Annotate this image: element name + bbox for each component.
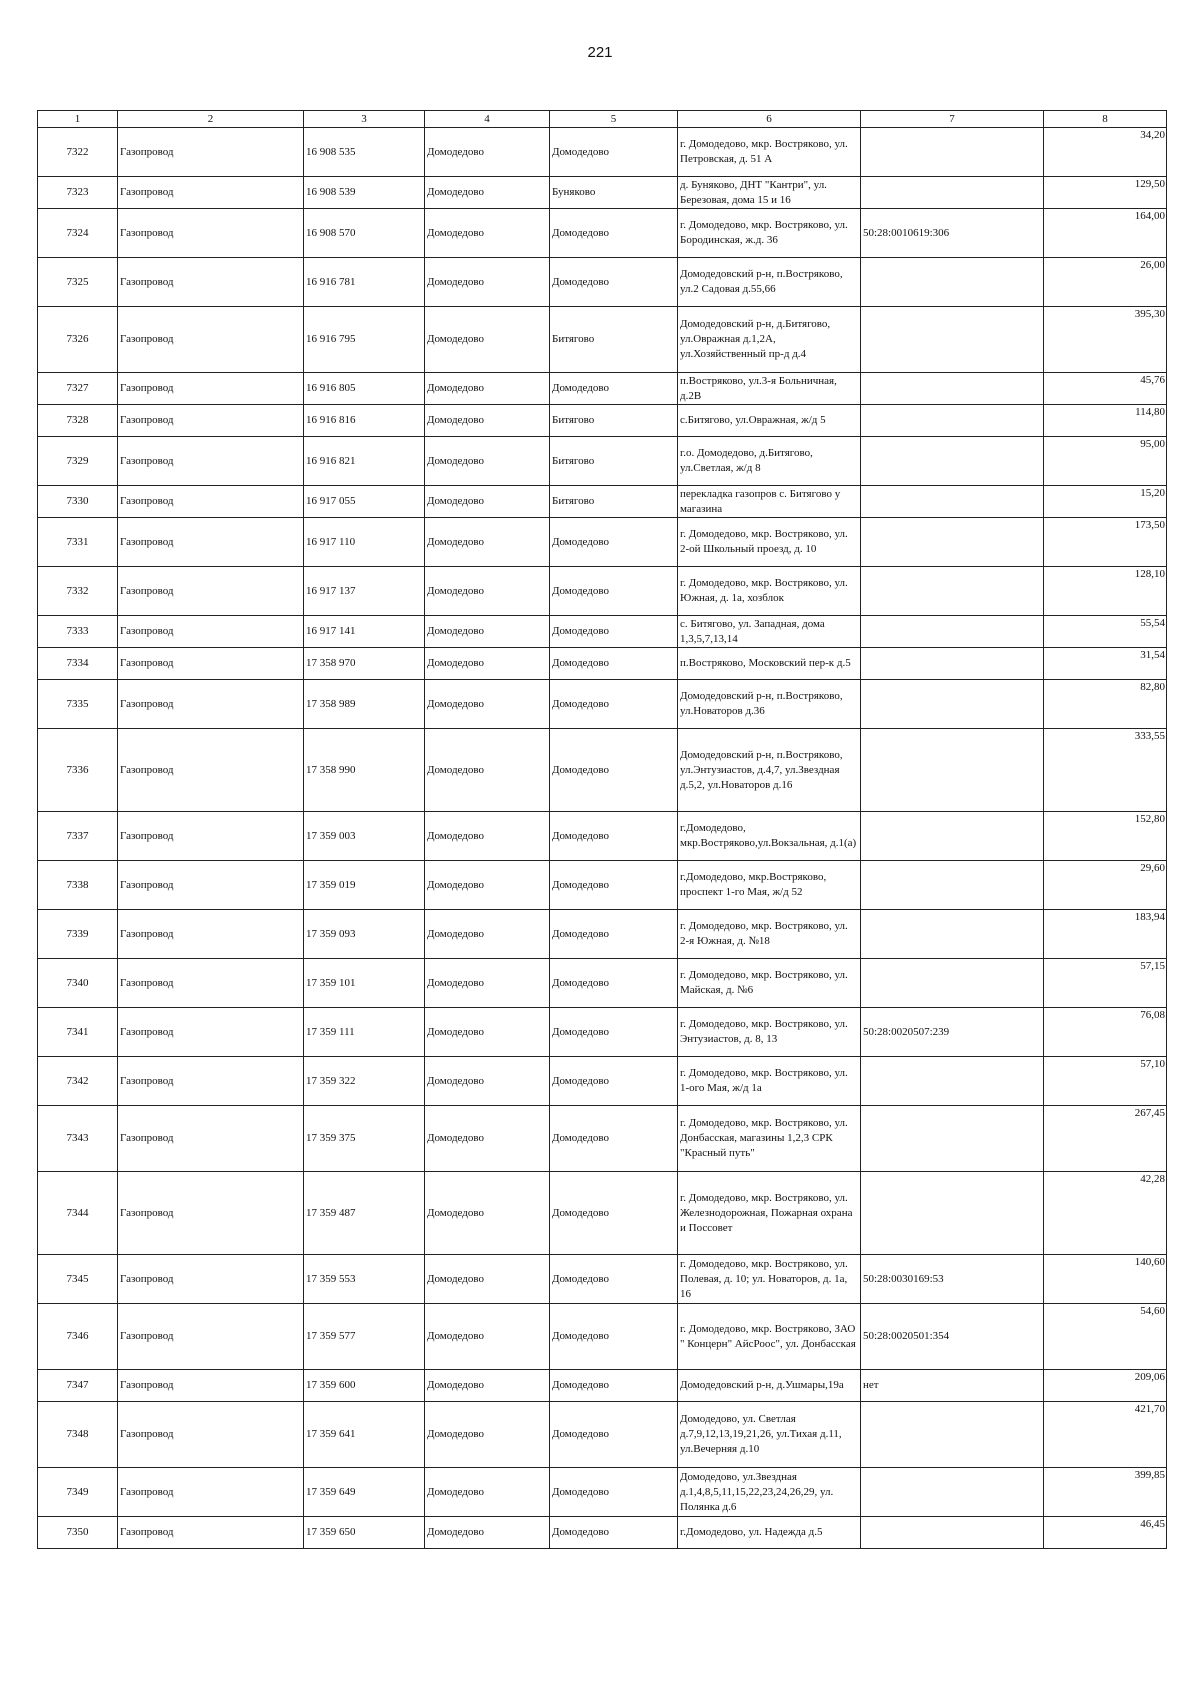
- address: г. Домодедово, мкр. Востряково, ул. Энтузиастов, д. 8, 13: [678, 1008, 861, 1057]
- object-code: 17 359 111: [304, 1008, 425, 1057]
- object-code: 17 359 577: [304, 1304, 425, 1370]
- address: Домодедовский р-н, п.Востряково, ул.2 Садовая д.55,66: [678, 258, 861, 307]
- cadastral-number: 50:28:0030169:53: [861, 1255, 1044, 1304]
- address: п.Востряково, ул.3-я Больничная, д.2В: [678, 373, 861, 405]
- table-row: [38, 1008, 1167, 1057]
- cadastral-number: [861, 405, 1044, 437]
- length-value: 209,06: [1044, 1370, 1167, 1402]
- cadastral-number: [861, 1402, 1044, 1468]
- cadastral-number: [861, 128, 1044, 177]
- cadastral-number: нет: [861, 1370, 1044, 1402]
- length-value: 76,08: [1044, 1008, 1167, 1057]
- district: Домодедово: [425, 1468, 550, 1517]
- object-code: 16 908 535: [304, 128, 425, 177]
- locality: Битягово: [550, 486, 678, 518]
- cadastral-number: [861, 177, 1044, 209]
- locality: Домодедово: [550, 910, 678, 959]
- locality: Домодедово: [550, 258, 678, 307]
- table-row: [38, 307, 1167, 373]
- object-name: Газопровод: [118, 1402, 304, 1468]
- object-code: 17 359 375: [304, 1106, 425, 1172]
- length-value: 114,80: [1044, 405, 1167, 437]
- length-value: 46,45: [1044, 1517, 1167, 1549]
- table-row: [38, 812, 1167, 861]
- row-number: 7343: [38, 1106, 118, 1172]
- locality: Домодедово: [550, 616, 678, 648]
- length-value: 82,80: [1044, 680, 1167, 729]
- address: г. Домодедово, мкр. Востряково, ул. 1-ого Мая, ж/д 1а: [678, 1057, 861, 1106]
- district: Домодедово: [425, 518, 550, 567]
- row-number: 7335: [38, 680, 118, 729]
- district: Домодедово: [425, 1008, 550, 1057]
- object-name: Газопровод: [118, 258, 304, 307]
- address: г. Домодедово, мкр. Востряково, ЗАО " Концерн" АйсРоос", ул. Донбасская: [678, 1304, 861, 1370]
- table-row: [38, 1517, 1167, 1549]
- locality: Домодедово: [550, 567, 678, 616]
- object-name: Газопровод: [118, 1304, 304, 1370]
- table-row: [38, 1172, 1167, 1255]
- object-code: 16 916 795: [304, 307, 425, 373]
- row-number: 7338: [38, 861, 118, 910]
- object-code: 17 359 650: [304, 1517, 425, 1549]
- table-row: [38, 177, 1167, 209]
- cadastral-number: [861, 861, 1044, 910]
- cadastral-number: [861, 729, 1044, 812]
- locality: Домодедово: [550, 648, 678, 680]
- district: Домодедово: [425, 812, 550, 861]
- locality: Домодедово: [550, 812, 678, 861]
- row-number: 7342: [38, 1057, 118, 1106]
- locality: Домодедово: [550, 1008, 678, 1057]
- cadastral-number: [861, 812, 1044, 861]
- row-number: 7330: [38, 486, 118, 518]
- length-value: 152,80: [1044, 812, 1167, 861]
- object-code: 16 916 816: [304, 405, 425, 437]
- row-number: 7326: [38, 307, 118, 373]
- page-number: 221: [587, 44, 613, 61]
- object-name: Газопровод: [118, 959, 304, 1008]
- length-value: 183,94: [1044, 910, 1167, 959]
- object-code: 17 359 019: [304, 861, 425, 910]
- object-name: Газопровод: [118, 209, 304, 258]
- cadastral-number: [861, 258, 1044, 307]
- address: Домодедово, ул.Звездная д.1,4,8,5,11,15,22,23,24,26,29, ул. Полянка д.6: [678, 1468, 861, 1517]
- locality: Домодедово: [550, 1370, 678, 1402]
- address: Домодедовский р-н, д.Битягово, ул.Овражная д.1,2А, ул.Хозяйственный пр-д д.4: [678, 307, 861, 373]
- object-name: Газопровод: [118, 1255, 304, 1304]
- district: Домодедово: [425, 405, 550, 437]
- address: г. Домодедово, мкр. Востряково, ул. Южная, д. 1а, хозблок: [678, 567, 861, 616]
- district: Домодедово: [425, 648, 550, 680]
- object-code: 17 358 970: [304, 648, 425, 680]
- table-row: [38, 258, 1167, 307]
- object-name: Газопровод: [118, 1172, 304, 1255]
- cadastral-number: [861, 959, 1044, 1008]
- object-name: Газопровод: [118, 518, 304, 567]
- object-name: Газопровод: [118, 616, 304, 648]
- address: г. Домодедово, мкр. Востряково, ул. Бородинская, ж.д. 36: [678, 209, 861, 258]
- object-name: Газопровод: [118, 648, 304, 680]
- length-value: 45,76: [1044, 373, 1167, 405]
- cadastral-number: [861, 518, 1044, 567]
- address: с. Битягово, ул. Западная, дома 1,3,5,7,13,14: [678, 616, 861, 648]
- length-value: 57,15: [1044, 959, 1167, 1008]
- table-row: [38, 518, 1167, 567]
- table-body: [38, 111, 1167, 1549]
- locality: Домодедово: [550, 128, 678, 177]
- object-code: 17 359 322: [304, 1057, 425, 1106]
- length-value: 395,30: [1044, 307, 1167, 373]
- cadastral-number: [861, 648, 1044, 680]
- object-code: 16 908 570: [304, 209, 425, 258]
- column-header: 4: [425, 111, 550, 128]
- table-row: [38, 910, 1167, 959]
- table-row: [38, 1057, 1167, 1106]
- object-name: Газопровод: [118, 729, 304, 812]
- district: Домодедово: [425, 1255, 550, 1304]
- length-value: 95,00: [1044, 437, 1167, 486]
- row-number: 7325: [38, 258, 118, 307]
- address: с.Битягово, ул.Овражная, ж/д 5: [678, 405, 861, 437]
- table-row: [38, 486, 1167, 518]
- object-code: 17 359 649: [304, 1468, 425, 1517]
- cadastral-number: [861, 307, 1044, 373]
- length-value: 26,00: [1044, 258, 1167, 307]
- district: Домодедово: [425, 177, 550, 209]
- length-value: 15,20: [1044, 486, 1167, 518]
- table-row: [38, 729, 1167, 812]
- locality: Домодедово: [550, 1517, 678, 1549]
- cadastral-number: [861, 616, 1044, 648]
- column-header: 7: [861, 111, 1044, 128]
- row-number: 7328: [38, 405, 118, 437]
- cadastral-number: 50:28:0020507:239: [861, 1008, 1044, 1057]
- address: г. Домодедово, мкр. Востряково, ул. 2-я Южная, д. №18: [678, 910, 861, 959]
- address: г.Домодедово, ул. Надежда д.5: [678, 1517, 861, 1549]
- district: Домодедово: [425, 729, 550, 812]
- table-row: [38, 1255, 1167, 1304]
- object-name: Газопровод: [118, 1106, 304, 1172]
- address: Домодедовский р-н, п.Востряково, ул.Энтузиастов, д.4,7, ул.Звездная д.5,2, ул.Новаторов д.16: [678, 729, 861, 812]
- object-code: 16 916 805: [304, 373, 425, 405]
- object-name: Газопровод: [118, 177, 304, 209]
- locality: Домодедово: [550, 959, 678, 1008]
- cadastral-number: [861, 1172, 1044, 1255]
- district: Домодедово: [425, 307, 550, 373]
- length-value: 29,60: [1044, 861, 1167, 910]
- column-header: 6: [678, 111, 861, 128]
- object-code: 16 916 781: [304, 258, 425, 307]
- locality: Домодедово: [550, 1304, 678, 1370]
- length-value: 173,50: [1044, 518, 1167, 567]
- table-row: [38, 567, 1167, 616]
- address: г.Домодедово, мкр.Востряково, проспект 1-го Мая, ж/д 52: [678, 861, 861, 910]
- object-name: Газопровод: [118, 1008, 304, 1057]
- object-name: Газопровод: [118, 128, 304, 177]
- length-value: 34,20: [1044, 128, 1167, 177]
- object-code: 16 917 137: [304, 567, 425, 616]
- object-name: Газопровод: [118, 861, 304, 910]
- district: Домодедово: [425, 1172, 550, 1255]
- table-row: [38, 405, 1167, 437]
- object-code: 17 359 003: [304, 812, 425, 861]
- object-code: 17 358 989: [304, 680, 425, 729]
- cadastral-number: [861, 680, 1044, 729]
- object-name: Газопровод: [118, 1370, 304, 1402]
- district: Домодедово: [425, 1370, 550, 1402]
- cadastral-number: [861, 437, 1044, 486]
- district: Домодедово: [425, 437, 550, 486]
- object-code: 16 917 055: [304, 486, 425, 518]
- district: Домодедово: [425, 486, 550, 518]
- table-row: [38, 861, 1167, 910]
- locality: Домодедово: [550, 1468, 678, 1517]
- locality: Домодедово: [550, 1172, 678, 1255]
- address: г.Домодедово, мкр.Востряково,ул.Вокзальная, д.1(а): [678, 812, 861, 861]
- district: Домодедово: [425, 616, 550, 648]
- length-value: 128,10: [1044, 567, 1167, 616]
- locality: Домодедово: [550, 518, 678, 567]
- row-number: 7345: [38, 1255, 118, 1304]
- district: Домодедово: [425, 680, 550, 729]
- address: п.Востряково, Московский пер-к д.5: [678, 648, 861, 680]
- cadastral-number: [861, 1517, 1044, 1549]
- locality: Домодедово: [550, 680, 678, 729]
- row-number: 7339: [38, 910, 118, 959]
- length-value: 129,50: [1044, 177, 1167, 209]
- locality: Домодедово: [550, 373, 678, 405]
- locality: Домодедово: [550, 861, 678, 910]
- row-number: 7337: [38, 812, 118, 861]
- table-row: [38, 680, 1167, 729]
- row-number: 7331: [38, 518, 118, 567]
- cadastral-number: [861, 567, 1044, 616]
- table-row: [38, 128, 1167, 177]
- object-code: 17 359 600: [304, 1370, 425, 1402]
- object-name: Газопровод: [118, 405, 304, 437]
- table-row: [38, 437, 1167, 486]
- district: Домодедово: [425, 1304, 550, 1370]
- object-code: 16 917 141: [304, 616, 425, 648]
- address: г.о. Домодедово, д.Битягово, ул.Светлая, ж/д 8: [678, 437, 861, 486]
- cadastral-number: [861, 1468, 1044, 1517]
- address: д. Буняково, ДНТ "Кантри", ул. Березовая, дома 15 и 16: [678, 177, 861, 209]
- table-row: [38, 1468, 1167, 1517]
- table-row: [38, 1402, 1167, 1468]
- locality: Домодедово: [550, 1255, 678, 1304]
- object-name: Газопровод: [118, 812, 304, 861]
- table-row: [38, 1370, 1167, 1402]
- length-value: 31,54: [1044, 648, 1167, 680]
- district: Домодедово: [425, 1402, 550, 1468]
- length-value: 57,10: [1044, 1057, 1167, 1106]
- object-code: 16 908 539: [304, 177, 425, 209]
- table-row: [38, 959, 1167, 1008]
- locality: Домодедово: [550, 1106, 678, 1172]
- row-number: 7329: [38, 437, 118, 486]
- district: Домодедово: [425, 373, 550, 405]
- object-name: Газопровод: [118, 567, 304, 616]
- table-row: [38, 616, 1167, 648]
- length-value: 42,28: [1044, 1172, 1167, 1255]
- locality: Домодедово: [550, 1402, 678, 1468]
- address: г. Домодедово, мкр. Востряково, ул. 2-ой Школьный проезд, д. 10: [678, 518, 861, 567]
- cadastral-number: [861, 910, 1044, 959]
- object-name: Газопровод: [118, 437, 304, 486]
- table-row: [38, 648, 1167, 680]
- row-number: 7322: [38, 128, 118, 177]
- district: Домодедово: [425, 910, 550, 959]
- object-name: Газопровод: [118, 486, 304, 518]
- district: Домодедово: [425, 567, 550, 616]
- district: Домодедово: [425, 128, 550, 177]
- row-number: 7327: [38, 373, 118, 405]
- address: г. Домодедово, мкр. Востряково, ул. Полевая, д. 10; ул. Новаторов, д. 1а, 16: [678, 1255, 861, 1304]
- object-name: Газопровод: [118, 1057, 304, 1106]
- row-number: 7346: [38, 1304, 118, 1370]
- column-header: 1: [38, 111, 118, 128]
- district: Домодедово: [425, 861, 550, 910]
- locality: Домодедово: [550, 1057, 678, 1106]
- locality: Битягово: [550, 307, 678, 373]
- locality: Битягово: [550, 437, 678, 486]
- row-number: 7336: [38, 729, 118, 812]
- cadastral-number: [861, 486, 1044, 518]
- district: Домодедово: [425, 1057, 550, 1106]
- district: Домодедово: [425, 209, 550, 258]
- locality: Домодедово: [550, 209, 678, 258]
- row-number: 7333: [38, 616, 118, 648]
- column-number-row: [38, 111, 1167, 128]
- address: перекладка газопров с. Битягово у магазина: [678, 486, 861, 518]
- column-header: 3: [304, 111, 425, 128]
- column-header: 8: [1044, 111, 1167, 128]
- length-value: 399,85: [1044, 1468, 1167, 1517]
- object-code: 16 916 821: [304, 437, 425, 486]
- cadastral-number: [861, 1057, 1044, 1106]
- object-name: Газопровод: [118, 910, 304, 959]
- length-value: 421,70: [1044, 1402, 1167, 1468]
- address: Домодедовский р-н, п.Востряково, ул.Новаторов д.36: [678, 680, 861, 729]
- address: Домодедово, ул. Светлая д.7,9,12,13,19,21,26, ул.Тихая д.11, ул.Вечерняя д.10: [678, 1402, 861, 1468]
- object-code: 17 359 101: [304, 959, 425, 1008]
- registry-table: [37, 110, 1167, 1549]
- row-number: 7324: [38, 209, 118, 258]
- row-number: 7341: [38, 1008, 118, 1057]
- table-row: [38, 1304, 1167, 1370]
- column-header: 2: [118, 111, 304, 128]
- district: Домодедово: [425, 1517, 550, 1549]
- address: Домодедовский р-н, д.Ушмары,19а: [678, 1370, 861, 1402]
- row-number: 7340: [38, 959, 118, 1008]
- locality: Домодедово: [550, 729, 678, 812]
- address: г. Домодедово, мкр. Востряково, ул. Петровская, д. 51 А: [678, 128, 861, 177]
- table-row: [38, 373, 1167, 405]
- length-value: 164,00: [1044, 209, 1167, 258]
- row-number: 7334: [38, 648, 118, 680]
- length-value: 333,55: [1044, 729, 1167, 812]
- table-row: [38, 209, 1167, 258]
- row-number: 7344: [38, 1172, 118, 1255]
- row-number: 7323: [38, 177, 118, 209]
- object-code: 17 359 093: [304, 910, 425, 959]
- column-header: 5: [550, 111, 678, 128]
- cadastral-number: [861, 373, 1044, 405]
- object-name: Газопровод: [118, 373, 304, 405]
- cadastral-number: 50:28:0020501:354: [861, 1304, 1044, 1370]
- object-name: Газопровод: [118, 1468, 304, 1517]
- row-number: 7347: [38, 1370, 118, 1402]
- object-name: Газопровод: [118, 307, 304, 373]
- district: Домодедово: [425, 1106, 550, 1172]
- locality: Битягово: [550, 405, 678, 437]
- object-code: 17 359 641: [304, 1402, 425, 1468]
- object-name: Газопровод: [118, 1517, 304, 1549]
- address: г. Домодедово, мкр. Востряково, ул. Донбасская, магазины 1,2,3 СРК "Красный путь": [678, 1106, 861, 1172]
- row-number: 7332: [38, 567, 118, 616]
- address: г. Домодедово, мкр. Востряково, ул. Майская, д. №6: [678, 959, 861, 1008]
- length-value: 55,54: [1044, 616, 1167, 648]
- object-code: 17 359 553: [304, 1255, 425, 1304]
- object-code: 17 358 990: [304, 729, 425, 812]
- length-value: 140,60: [1044, 1255, 1167, 1304]
- object-code: 16 917 110: [304, 518, 425, 567]
- object-code: 17 359 487: [304, 1172, 425, 1255]
- cadastral-number: [861, 1106, 1044, 1172]
- cadastral-number: 50:28:0010619:306: [861, 209, 1044, 258]
- locality: Буняково: [550, 177, 678, 209]
- district: Домодедово: [425, 258, 550, 307]
- table-row: [38, 1106, 1167, 1172]
- object-name: Газопровод: [118, 680, 304, 729]
- length-value: 267,45: [1044, 1106, 1167, 1172]
- row-number: 7348: [38, 1402, 118, 1468]
- row-number: 7350: [38, 1517, 118, 1549]
- address: г. Домодедово, мкр. Востряково, ул. Железнодорожная, Пожарная охрана и Поссовет: [678, 1172, 861, 1255]
- district: Домодедово: [425, 959, 550, 1008]
- row-number: 7349: [38, 1468, 118, 1517]
- length-value: 54,60: [1044, 1304, 1167, 1370]
